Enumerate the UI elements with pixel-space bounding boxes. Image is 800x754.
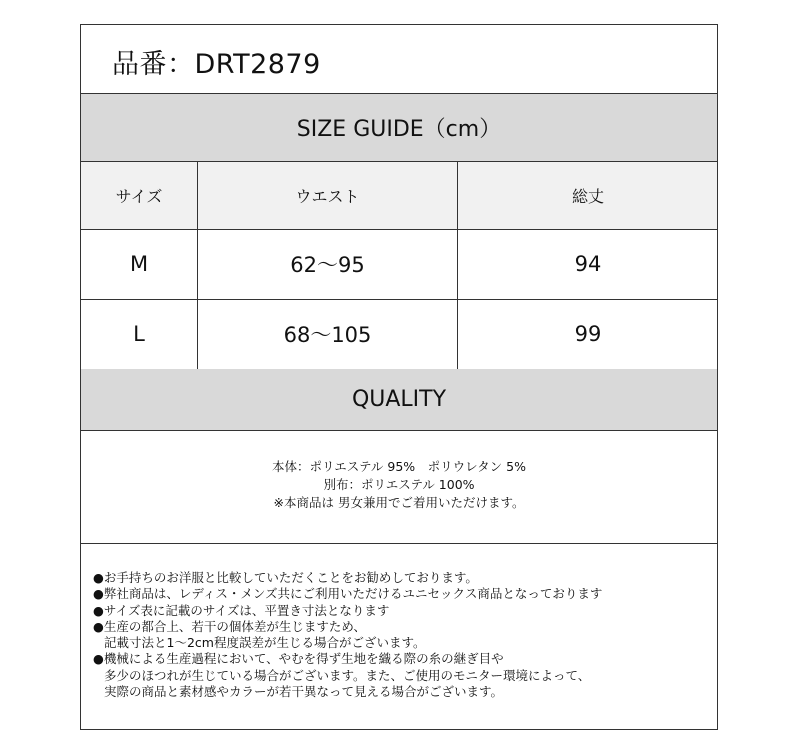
note-line: ●サイズ表に記載のサイズは、平置き寸法となります xyxy=(93,602,390,618)
table-row xyxy=(81,299,717,370)
note-line: 多少のほつれが生じている場合がございます。また、ご使用のモニター環境によって、 xyxy=(104,667,591,683)
quality-title: QUALITY xyxy=(351,387,447,412)
note-line: 実際の商品と素材感やカラーが若干異なって見える場合がございます。 xyxy=(104,684,504,700)
notes-section xyxy=(81,544,717,730)
length-cell: 99 xyxy=(574,322,602,346)
note-line: ●機械による生産過程において、やむを得ず生地を織る際の糸の継ぎ目や xyxy=(93,651,504,667)
waist-cell: 68〜105 xyxy=(198,299,458,369)
note-line: ●弊社商品は、レディス・メンズ共にご利用いただけるユニセックス商品となっております xyxy=(93,586,603,602)
unisex-note: ※本商品は 男女兼用でご着用いただけます。 xyxy=(273,495,525,510)
size-table-header-row xyxy=(81,162,717,230)
size-guide-header xyxy=(81,94,717,162)
size-cell: M xyxy=(81,229,198,299)
header-size: サイズ xyxy=(81,162,198,229)
size-guide-sheet xyxy=(80,24,718,730)
product-code-row xyxy=(81,25,717,94)
header-length: 総丈 xyxy=(571,187,604,206)
note-line: ●生産の都合上、若干の個体差が生じますため、 xyxy=(93,618,366,634)
length-cell: 94 xyxy=(574,252,602,276)
size-guide-title: SIZE GUIDE（cm） xyxy=(296,117,502,142)
quality-header xyxy=(81,369,717,431)
quality-details xyxy=(81,431,717,544)
note-line: ●お手持ちのお洋服と比較していただくことをお勧めしております。 xyxy=(93,570,478,585)
size-cell: L xyxy=(81,299,198,369)
waist-cell: 62〜95 xyxy=(198,229,458,299)
note-line: 記載寸法と1～2cm程度誤差が生じる場合がございます。 xyxy=(104,635,426,651)
material-line: 本体：ポリエステル 95% ポリウレタン 5% xyxy=(272,459,526,474)
material-line: 別布：ポリエステル 100% xyxy=(323,477,475,492)
header-waist: ウエスト xyxy=(198,162,458,229)
product-code: 品番：DRT2879 xyxy=(112,49,321,80)
table-row xyxy=(81,229,717,300)
